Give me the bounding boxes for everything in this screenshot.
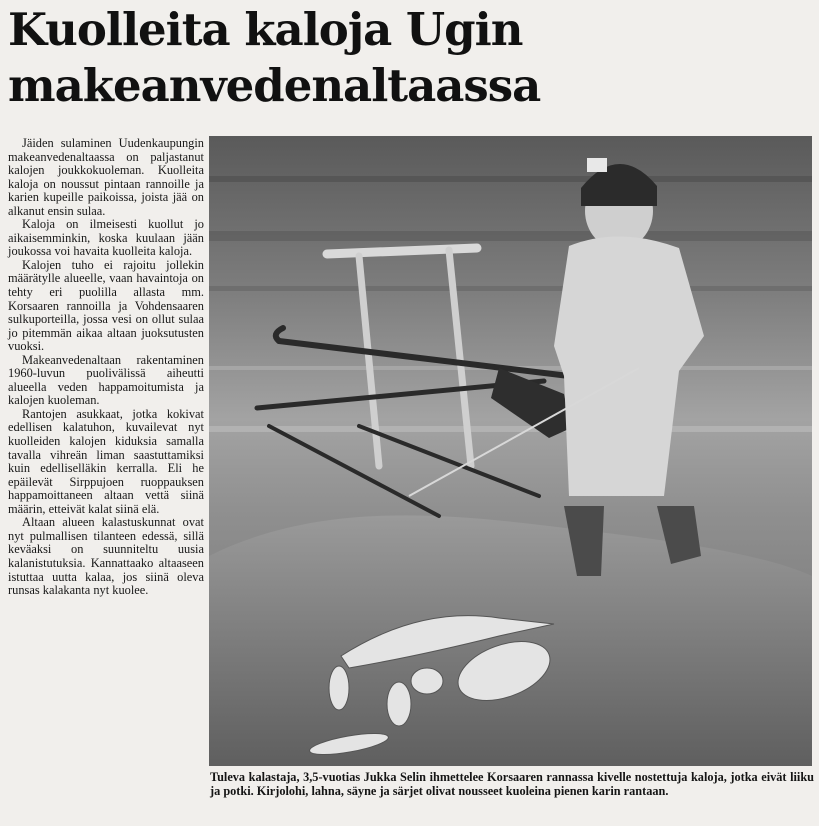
article-paragraph: Kalojen tuho ei rajoitu jollekin määrätylle alueelle, vaan havaintoja on tehty eri puolilla allasta mm. Korsaaren rannoilla ja Vohdensaaren sulkuporteilla, jossa vesi on ollut sulaa jo pitemmän aikaa altaan juoksutusten vuoksi. (8, 257, 204, 354)
article-paragraph: Altaan alueen kalastuskunnat ovat nyt pulmallisen tilanteen edessä, sillä keväaksi on suunniteltu uusia kalanistutuksia. Kannattaako altaaseen istuttaa uutta kalaa, jos siinä oleva runsas kalakanta nyt kuolee. (8, 515, 204, 598)
rock (209, 515, 812, 766)
article-paragraph: Rantojen asukkaat, jotka kokivat edellisen kalatuhon, kuvailevat nyt kuolleiden kalojen kiduksia samalla tavalla vihreän liman saastuttamiksi kuin edelliselläkin kerralla. Eli he epäilevät Sirppujoen ruoppauksen happamoittaneen altaan vettä siinä määrin, etteivät kalat siinä elä. (8, 406, 204, 516)
headline-line-1: Kuolleita kaloja Ugin (8, 3, 523, 56)
article-paragraph: Jäiden sulaminen Uudenkaupungin makeanvedenaltaassa on paljastanut kalojen joukkokuoleman. Kuolleita kaloja on noussut pintaan rannoille ja karien kupeille paikoissa, joista jää on alkanut ensin sulaa. (8, 136, 204, 218)
photo-caption: Tuleva kalastaja, 3,5-vuotias Jukka Selin ihmettelee Korsaaren rannassa kivelle nostettuja kaloja, jotka eivät liiku ja potki. Kirjolohi, lahna, säyne ja särjet olivat nousseet kuoleina pienen karin rantaan. (210, 770, 814, 798)
headline (8, 2, 768, 114)
news-photo (209, 136, 812, 766)
article-paragraph: Kaloja on ilmeisesti kuollut jo aikaisemminkin, koska kuulaan jään joukossa voi havaita kuolleita kaloja. (8, 217, 204, 259)
article-paragraph: Makeanvedenaltaan rakentaminen 1960-luvun puolivälissä aiheutti alueella veden happamoitumista ja kalojen kuoleman. (8, 352, 204, 408)
headline-line-2: makeanvedenaltaassa (8, 59, 541, 112)
article-body (8, 137, 204, 598)
photo-illustration (209, 136, 812, 766)
